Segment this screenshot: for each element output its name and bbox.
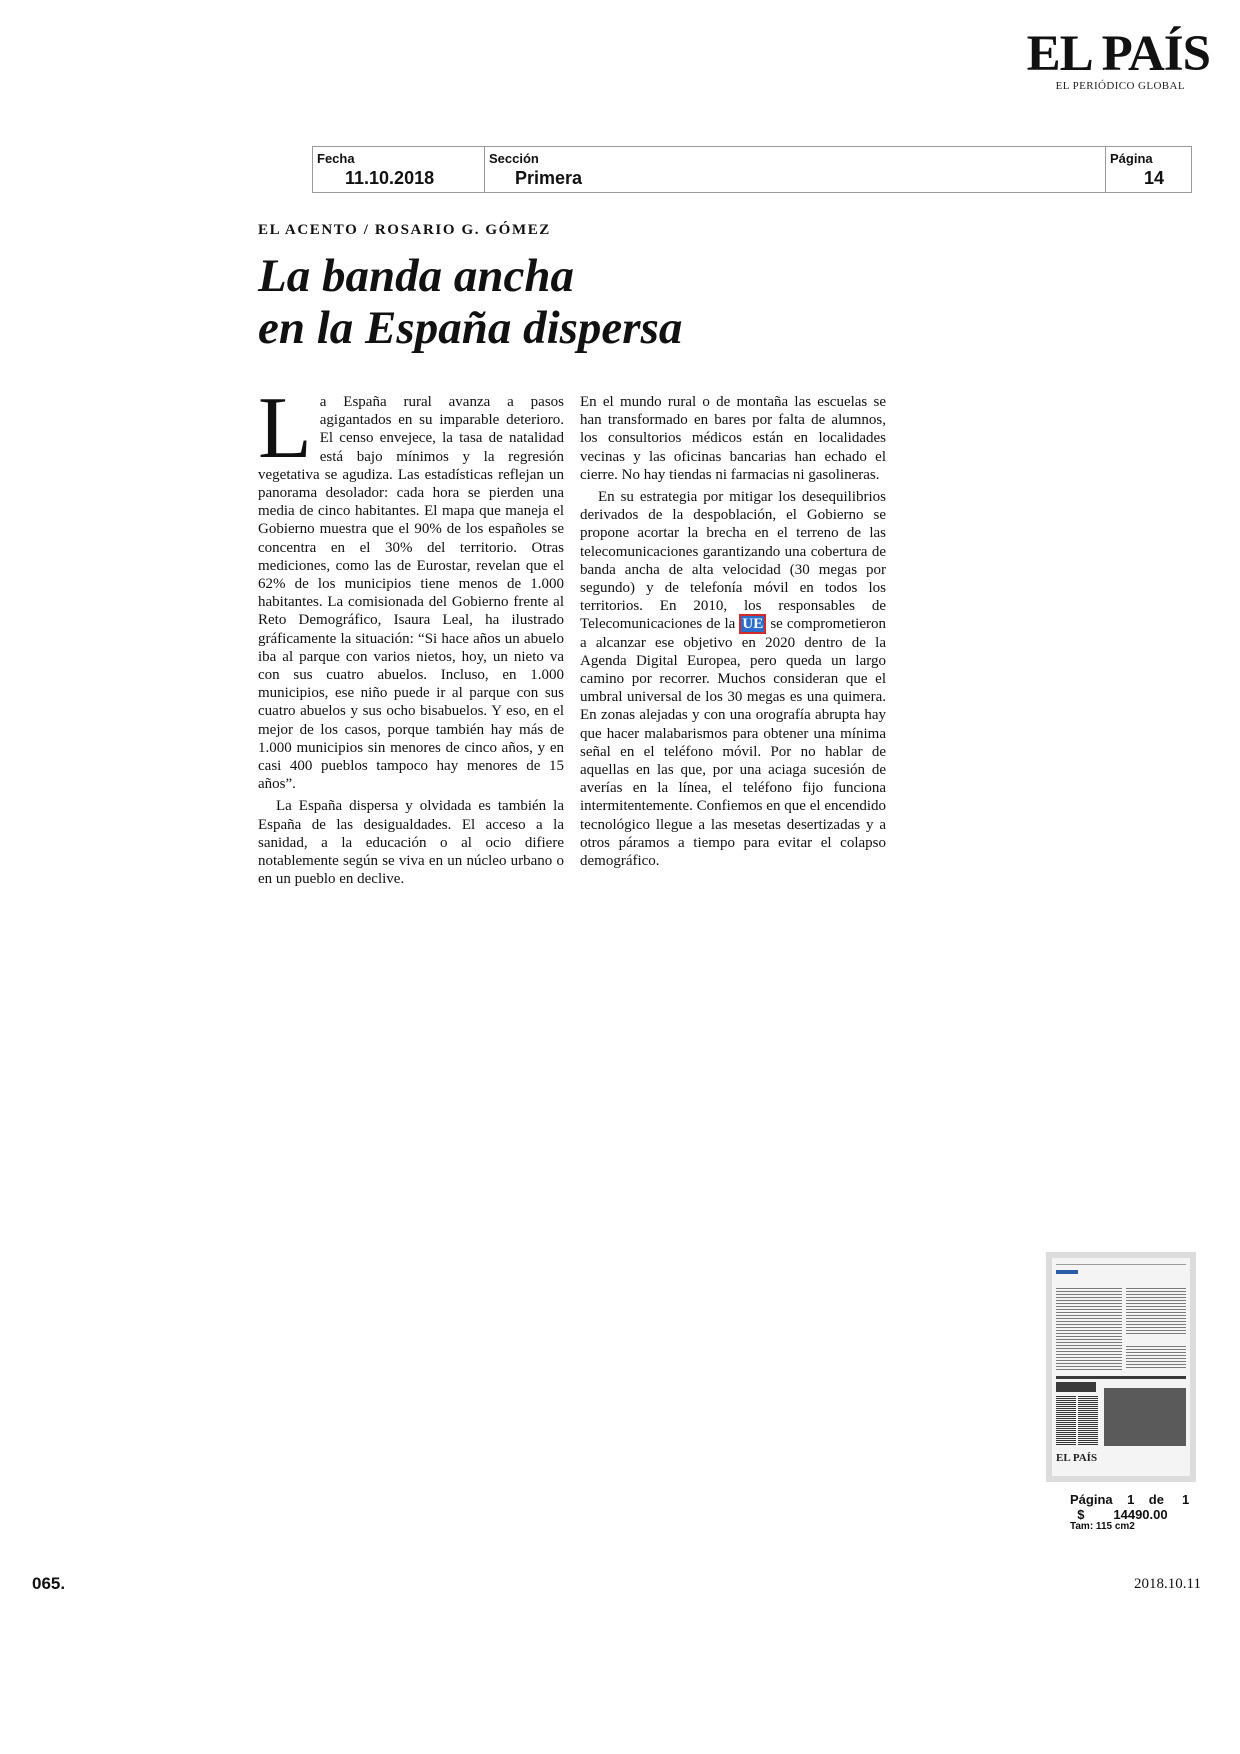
fecha-cell xyxy=(313,147,485,192)
drop-cap: L xyxy=(258,380,312,477)
fecha-value: 11.10.2018 xyxy=(345,168,435,188)
pagina-value: 14 xyxy=(1144,168,1165,188)
brand-tagline: EL PERIÓDICO GLOBAL xyxy=(1055,80,1185,92)
fecha-label: Fecha xyxy=(317,151,355,166)
paragraph xyxy=(258,380,564,793)
meta-de-label: de xyxy=(1148,1492,1164,1507)
highlighted-term: UE xyxy=(739,614,766,634)
thumb-text-block xyxy=(1126,1346,1186,1370)
clipping-info-table xyxy=(312,146,1192,193)
thumb-text-block xyxy=(1078,1396,1098,1446)
paragraph xyxy=(580,488,886,870)
paragraph-text: a España rural avanza a pasos agigantados en su imparable deterioro. El censo envejece, la tasa de natalidad está bajo mínimos y la regresión vegetativa se agudiza. Las estadísticas reflejan un panorama desolador: cada hora se pierden una media de cinco habitantes. El mapa que maneja el Gobierno muestra que el 90% de los españoles se concentra en el 30% del territorio. Otras mediciones, como las de Eurostar, revelan que el 62% de los municipios tiene menos de 1.000 habitantes. La comisionada del Gobierno frente al Reto Demográfico, Isaura Leal, ha ilustrado gráficamente la situación: “Si hace años un abuelo iba al parque con varios nietos, hoy, un nieto va con sus cuatro abuelos. Incluso, en 1.000 municipios, ese niño puede ir al parque con sus cuatro abuelos y sus ocho bisabuelos. Y eso, en el mejor de los casos, porque también hay más de 1.000 municipios sin menores de cinco años, y en casi 400 pueblos tampoco hay menores de 15 años”. xyxy=(258,394,564,793)
price-value: 14490.00 xyxy=(1113,1507,1168,1522)
article-kicker: EL ACENTO / ROSARIO G. GÓMEZ xyxy=(258,222,551,238)
thumb-text-block xyxy=(1056,1288,1122,1370)
meta-page-current: 1 xyxy=(1127,1492,1135,1507)
thumb-illustration xyxy=(1104,1388,1186,1446)
page-thumbnail xyxy=(1046,1252,1196,1482)
thumbnail-page-image xyxy=(1052,1258,1190,1476)
meta-pagina-label: Página xyxy=(1070,1492,1113,1507)
thumb-divider xyxy=(1056,1376,1186,1379)
thumb-text-block xyxy=(1056,1396,1076,1446)
footer-code: 065. xyxy=(32,1574,66,1593)
seccion-cell xyxy=(485,147,1106,192)
seccion-label: Sección xyxy=(489,151,539,166)
footer-date: 2018.10.11 xyxy=(1134,1576,1201,1592)
article-column-2 xyxy=(580,393,886,874)
article-column-1 xyxy=(258,380,564,892)
seccion-value: Primera xyxy=(515,168,583,188)
paragraph-text: se comprometieron a alcanzar ese objetivo en 2020 dentro de la Agenda Digital Europea, pero queda un largo camino por recorrer. Muchos consideran que el umbral universal de los 30 megas es una quimera. En zonas alejadas y con una orografía abrupta hay que hacer malabarismos para obtener una mínima señal en el teléfono móvil. Por no hablar de aquellas en las que, por una aciaga sucesión de averías en la línea, el teléfono fijo funciona intermitentemente. Confiemos en que el encendido tecnológico llegue a las mesetas desertizadas y a otros páramos a tiempo para evitar el colapso demográfico. xyxy=(580,616,887,870)
currency-symbol: $ xyxy=(1077,1507,1085,1522)
paragraph: En el mundo rural o de montaña las escuelas se han transformado en bares por falta de alumnos, los consultorios médicos están en localidades vecinas y las oficinas bancarias han echado el cierre. No hay tiendas ni farmacias ni gasolineras. xyxy=(580,394,886,483)
thumb-text-block xyxy=(1126,1288,1186,1336)
size-value: Tam: 115 cm2 xyxy=(1070,1521,1135,1532)
clipping-meta xyxy=(1070,1492,1189,1532)
thumb-headline-box xyxy=(1056,1382,1096,1392)
article-headline xyxy=(258,250,818,354)
headline-line-2: en la España dispersa xyxy=(258,302,683,354)
pagina-label: Página xyxy=(1110,151,1153,166)
thumb-logo: EL PAÍS xyxy=(1056,1452,1098,1464)
brand-logo: EL PAÍS xyxy=(1026,26,1210,82)
meta-page-total: 1 xyxy=(1182,1492,1190,1507)
price-row xyxy=(1070,1507,1189,1522)
paragraph: La España dispersa y olvidada es también la España de las desigualdades. El acceso a la sanidad, a la educación o al ocio difiere notablemente según se viva en un núcleo urbano o en un pueblo en declive. xyxy=(258,798,564,888)
thumb-section-tag xyxy=(1056,1270,1078,1274)
thumb-header-rule xyxy=(1056,1264,1186,1265)
pagina-cell xyxy=(1106,147,1191,192)
paragraph-text: En su estrategia por mitigar los desequilibrios derivados de la despoblación, el Gobierno se propone acortar la brecha en el terreno de las telecomunicaciones garantizando una cobertura de banda ancha de alta velocidad (30 megas por segundo) y de telefonía móvil en todos los territorios. En 2010, los responsables de Telecomunicaciones de la xyxy=(580,489,886,633)
headline-line-1: La banda ancha xyxy=(258,250,574,302)
page-count xyxy=(1070,1492,1189,1507)
masthead xyxy=(1010,28,1210,92)
